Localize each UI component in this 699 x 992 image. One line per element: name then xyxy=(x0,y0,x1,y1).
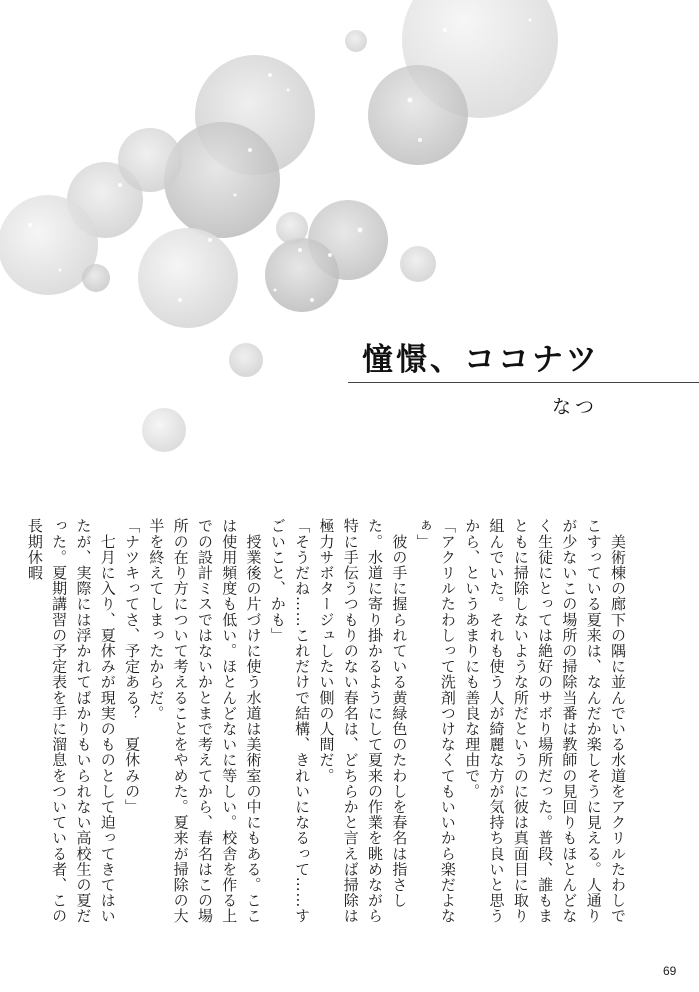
paragraph: 「アクリルたわしって洗剤つけなくてもいいから楽だよなぁ」 xyxy=(414,518,457,924)
paragraph: 彼の手に握られている黄緑色のたわしを春名は指さした。水道に寄り掛かるようにして夏来の作業を眺めながら特に手伝うつもりのない春名は、どちらかと言えば掃除は極力サボタージュしたい側の人間だ。 xyxy=(317,518,409,924)
title-divider xyxy=(348,382,699,383)
story-body xyxy=(25,518,630,928)
story-title: 憧憬、ココナツ xyxy=(362,342,600,378)
paragraph: 授業後の片づけに使う水道は美術室の中にもある。ここは使用頻度も低い。ほとんどないに等しい。校舎を作る上での設計ミスではないかとまで考えてから、春名はこの場所の在り方について考えることをやめた。夏来が掃除の大半を終えてしまったからだ。 xyxy=(147,518,263,924)
paragraph: 美術棟の廊下の隅に並んでいる水道をアクリルたわしでこすっている夏来は、なんだか楽しそうに見える。人通りが少ないこの場所の掃除当番は教師の見回りもほとんどなく生徒にとっては絶好のサボり場所だった。普段、誰もまともに掃除しないような所だというのに彼は真面目に取り組んでいた。それも使う人が綺麗な方が気持ち良いと思うから、というあまりにも善良な理由で。 xyxy=(463,518,627,924)
paragraph: 「ナツキってさ、予定ある？ 夏休みの」 xyxy=(123,518,142,815)
author-name: なつ xyxy=(552,396,599,418)
paragraph: 「そうだね……これだけで結構、きれいになるって……すごいこと、かも」 xyxy=(268,518,312,924)
paragraph: 七月に入り、夏休みが現実のものとして迫ってきてはいたが、実際には浮かれてばかりもいられない高校生の夏だった。夏期講習の予定表を手に溜息をついている者、この長期休暇 xyxy=(25,518,117,924)
page-number: 69 xyxy=(663,964,677,978)
